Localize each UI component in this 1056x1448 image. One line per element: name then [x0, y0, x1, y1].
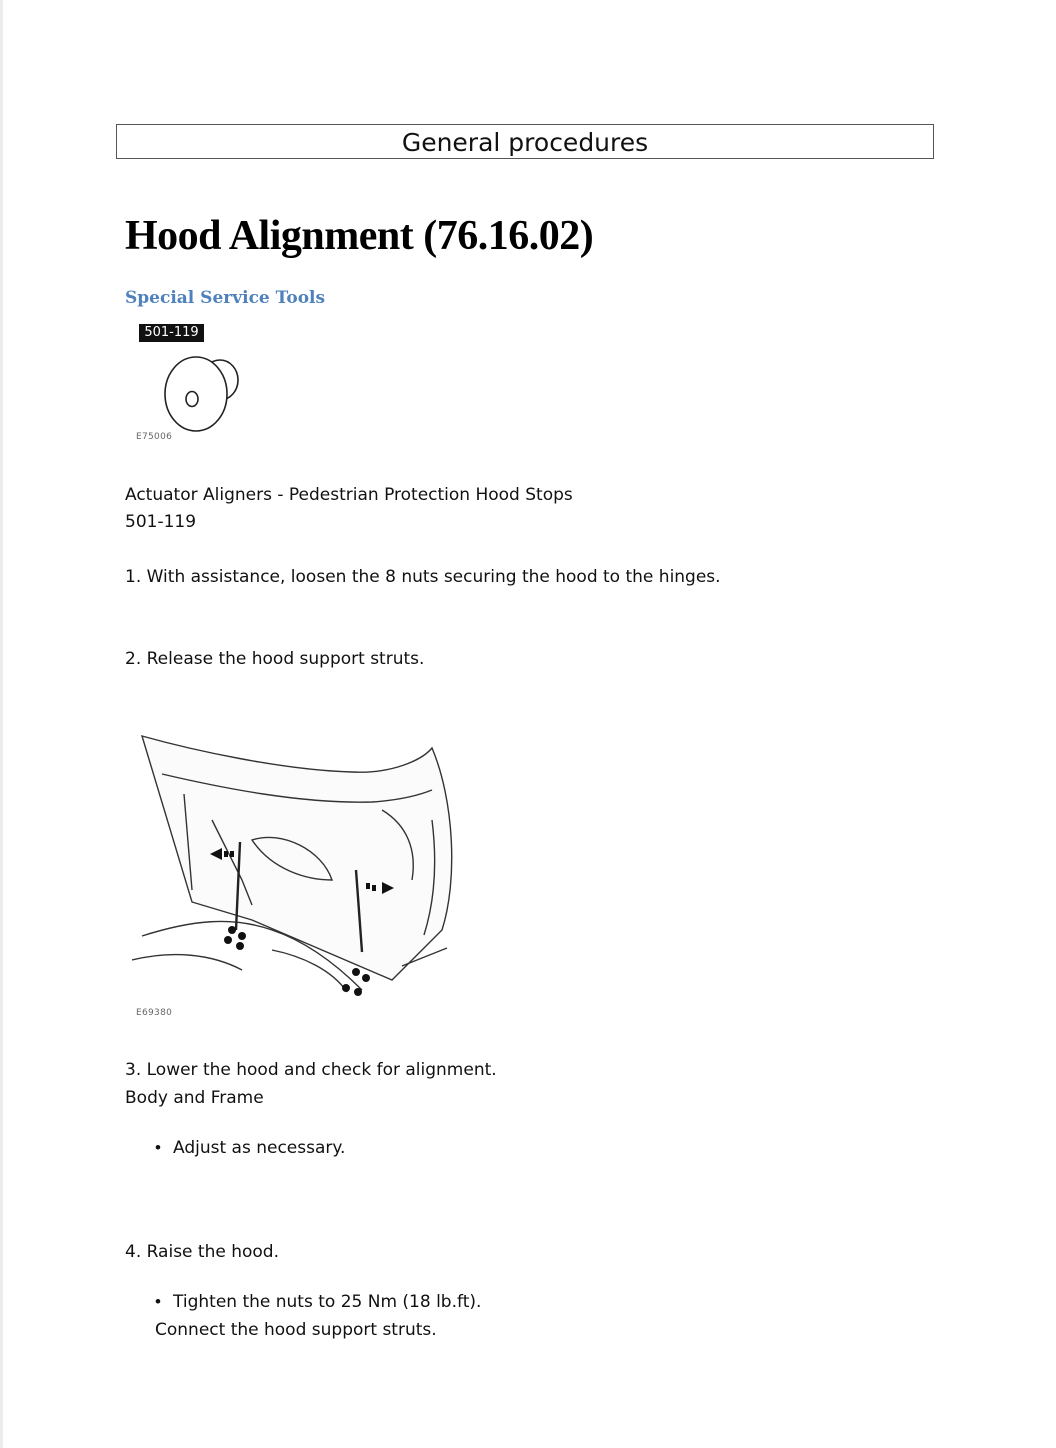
step-4: 4. Raise the hood. — [125, 1242, 279, 1262]
tool-name: Actuator Aligners - Pedestrian Protection Hood Stops — [125, 485, 573, 505]
step-4-bullet: Tighten the nuts to 25 Nm (18 lb.ft). — [173, 1292, 482, 1312]
tool-figure-code: E75006 — [136, 432, 173, 442]
step-4-note: Connect the hood support struts. — [155, 1320, 437, 1340]
step-2: 2. Release the hood support struts. — [125, 649, 425, 669]
step-1: 1. With assistance, loosen the 8 nuts securing the hood to the hinges. — [125, 567, 721, 587]
step-3-note: Body and Frame — [125, 1088, 264, 1108]
page-title: Hood Alignment (76.16.02) — [125, 213, 594, 259]
bullet-glyph: • — [155, 1292, 161, 1311]
step-3: 3. Lower the hood and check for alignment. — [125, 1060, 497, 1080]
special-service-tools-heading: Special Service Tools — [125, 288, 326, 308]
tool-tag: 501-119 — [139, 324, 204, 342]
page-edge — [0, 0, 3, 1448]
tool-number: 501-119 — [125, 512, 197, 532]
section-header: General procedures — [116, 124, 934, 159]
hood-figure-code: E69380 — [136, 1008, 173, 1018]
step-3-bullet: Adjust as necessary. — [173, 1138, 346, 1158]
bullet-glyph: • — [155, 1138, 161, 1157]
hood-illustration — [132, 730, 462, 1010]
